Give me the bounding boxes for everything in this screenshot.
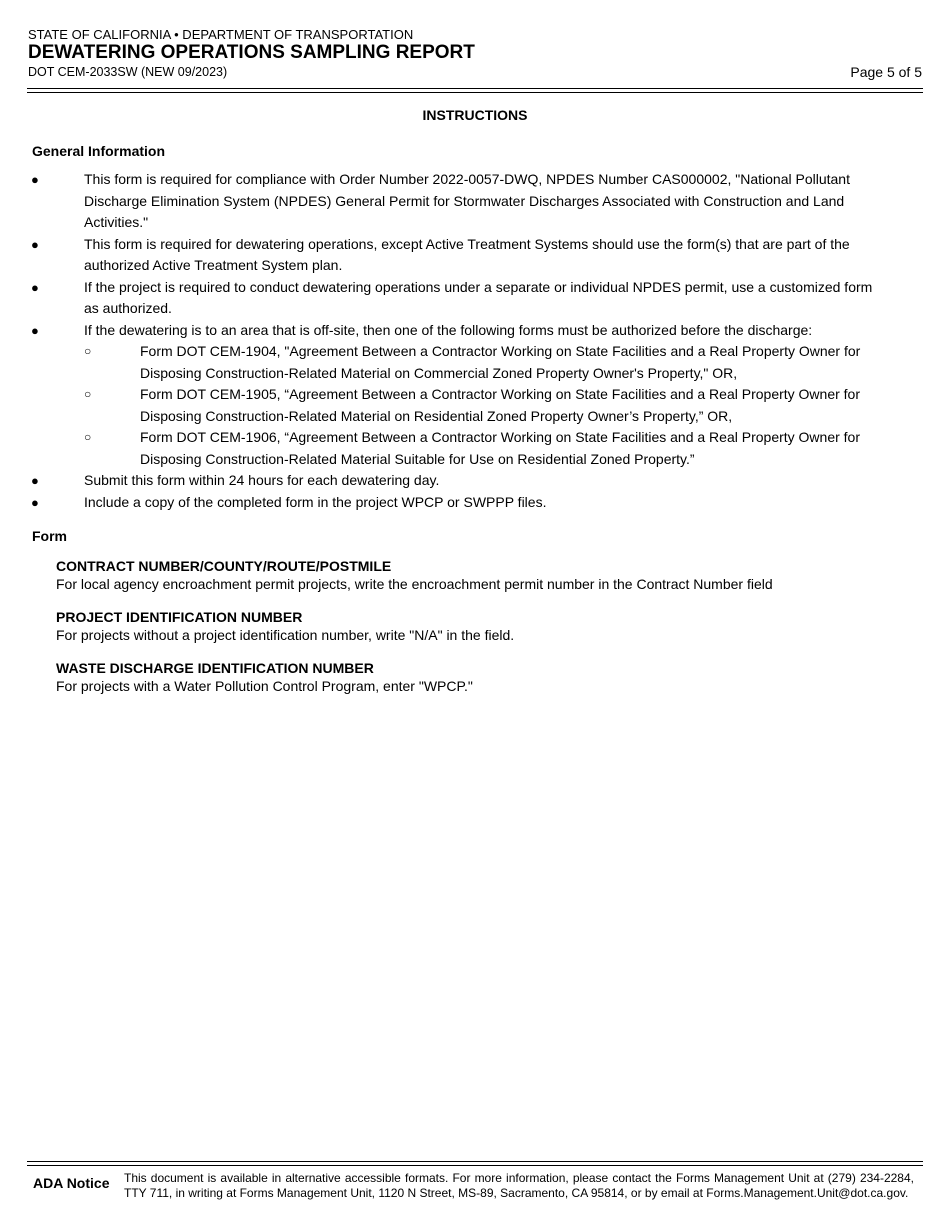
footer-rule-top xyxy=(27,1161,923,1162)
circle-bullet-icon: ○ xyxy=(84,344,92,358)
list-item: ● This form is required for dewatering operations, except Active Treatment Systems should use the form(s) that are part of the authorized Active Treatment System plan. xyxy=(31,235,850,273)
circle-bullet-icon: ○ xyxy=(84,430,92,444)
list-item: ● If the dewatering is to an area that is off-site, then one of the following forms must be authorized before the discharge: xyxy=(28,320,878,342)
header-rule-bottom xyxy=(27,92,923,93)
list-item: ● Submit this form within 24 hours for each dewatering day. xyxy=(28,470,878,492)
instructions-heading: INSTRUCTIONS xyxy=(422,107,528,123)
form-title: DEWATERING OPERATIONS SAMPLING REPORT xyxy=(28,42,475,63)
field-instruction-contract xyxy=(56,557,916,593)
sub-list-item: ○ Form DOT CEM-1904, "Agreement Between a Contractor Working on State Facilities and a Real Property Owner for Disposing Construction-Related Material on Commercial Zoned Property Owner's Property," OR, xyxy=(84,343,861,381)
list-item: ● If the project is required to conduct dewatering operations under a separate or individual NPDES permit, use a customized form as authorized. xyxy=(31,278,873,316)
list-item: ● Include a copy of the completed form in the project WPCP or SWPPP files. xyxy=(28,492,878,514)
sub-list-item: ○ Form DOT CEM-1906, “Agreement Between a Contractor Working on State Facilities and a Real Property Owner for Disposing Construction-Related Material Suitable for Use on Residential Zoned Property.” xyxy=(84,429,861,467)
general-information-list xyxy=(28,169,878,513)
field-title: WASTE DISCHARGE IDENTIFICATION NUMBER xyxy=(56,660,374,676)
field-instruction-wdid xyxy=(56,659,916,695)
field-description: For local agency encroachment permit projects, write the encroachment permit number in the Contract Number field xyxy=(56,576,773,592)
bullet-icon: ● xyxy=(31,322,39,338)
ada-notice-label: ADA Notice xyxy=(33,1175,110,1191)
field-title: CONTRACT NUMBER/COUNTY/ROUTE/POSTMILE xyxy=(56,558,392,574)
sub-list-item: ○ Form DOT CEM-1905, “Agreement Between a Contractor Working on State Facilities and a Real Property Owner for Disposing Construction-Related Material on Residential Zoned Property Owner’s Property,” OR, xyxy=(84,386,861,424)
bullet-icon: ● xyxy=(31,279,39,295)
footer-rule-bottom xyxy=(27,1165,923,1166)
bullet-icon: ● xyxy=(31,494,39,510)
list-item: ● This form is required for compliance with Order Number 2022-0057-DWQ, NPDES Number CAS000002, "National Pollutant Discharge Elimination System (NPDES) General Permit for Stormwater Discharges Associated with Construction and Land Activities." xyxy=(31,171,850,230)
page-number: Page 5 of 5 xyxy=(850,64,922,80)
bullet-icon: ● xyxy=(31,236,39,252)
form-number: DOT CEM-2033SW (NEW 09/2023) xyxy=(28,65,228,79)
field-description: For projects without a project identification number, write "N/A" in the field. xyxy=(56,627,515,643)
ada-notice-text: This document is available in alternative accessible formats. For more information, please contact the Forms Management Unit at (279) 234-2284, TTY 711, in writing at Forms Management Unit, 1120 N Street, MS-89, Sacramento, CA 95814, or by email at Forms.Management.Unit@dot.ca.gov. xyxy=(124,1171,914,1200)
general-information-heading: General Information xyxy=(32,143,166,159)
bullet-icon: ● xyxy=(31,473,39,488)
field-instruction-project-id xyxy=(56,608,916,644)
agency-line: STATE OF CALIFORNIA • DEPARTMENT OF TRANSPORTATION xyxy=(28,27,414,42)
bullet-icon: ● xyxy=(31,172,39,187)
form-header xyxy=(28,27,922,80)
header-rule-top xyxy=(27,88,923,89)
form-section-heading: Form xyxy=(32,528,67,544)
field-description: For projects with a Water Pollution Control Program, enter "WPCP." xyxy=(56,678,473,694)
circle-bullet-icon: ○ xyxy=(84,387,92,401)
field-title: PROJECT IDENTIFICATION NUMBER xyxy=(56,609,303,625)
